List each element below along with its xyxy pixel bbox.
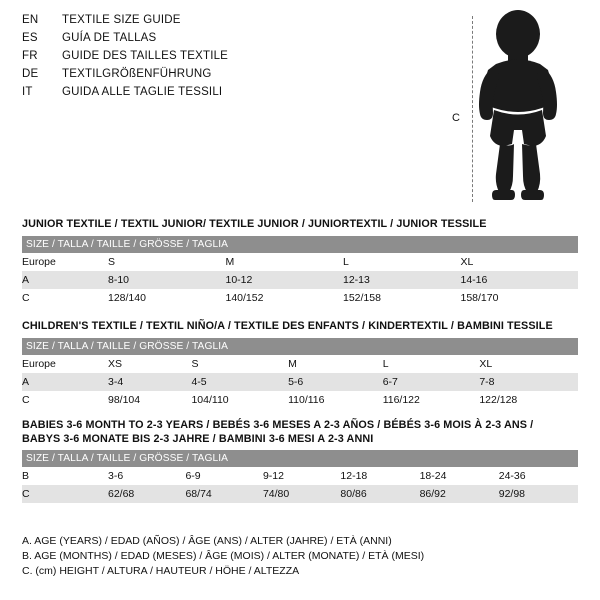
language-title: GUIDA ALLE TAGLIE TESSILI [62,86,223,98]
cell: XL [461,253,579,271]
cell: 62/68 [108,485,185,503]
row-label: C [22,391,108,409]
cell: M [226,253,344,271]
legend-line: B. AGE (MONTHS) / EDAD (MESES) / ÂGE (MOIS) / ALTER (MONATE) / ETÀ (MESI) [22,550,425,562]
table-row [22,253,578,271]
cell: 10-12 [226,271,344,289]
language-code: EN [22,14,39,26]
language-code: IT [22,86,33,98]
cell: 158/170 [461,289,579,307]
cell: 68/74 [185,485,262,503]
row-label: C [22,485,108,503]
table-row [22,485,578,503]
cell: XL [479,355,578,373]
cell: 7-8 [479,373,578,391]
section-title-line: BABYS 3-6 MONATE BIS 2-3 JAHRE / BAMBINI 3-6 MESI A 2-3 ANNI [22,433,374,445]
cell: S [108,253,226,271]
legend [22,534,424,579]
measure-label-c: C [452,112,460,124]
row-label: C [22,289,108,307]
children-size-table [22,338,578,409]
section-title-line: BABIES 3-6 MONTH TO 2-3 YEARS / BEBÉS 3-6 MESES A 2-3 AÑOS / BÉBÉS 3-6 MOIS À 2-3 ANS / [22,419,534,431]
table-head-row [22,450,578,467]
section-title-children: CHILDREN'S TEXTILE / TEXTIL NIÑO/A / TEXTILE DES ENFANTS / KINDERTEXTIL / BAMBINI TESSILE [22,320,553,332]
cell: 14-16 [461,271,579,289]
table-row [22,289,578,307]
language-code: DE [22,68,39,80]
cell: 98/104 [108,391,191,409]
language-code: FR [22,50,38,62]
language-title: GUIDE DES TAILLES TEXTILE [62,50,229,62]
row-label: B [22,467,108,485]
row-label: A [22,271,108,289]
table-head-label: SIZE / TALLA / TAILLE / GRÖSSE / TAGLIA [22,338,578,355]
table-head-label: SIZE / TALLA / TAILLE / GRÖSSE / TAGLIA [22,236,578,253]
language-row [22,86,442,104]
height-measure-line [472,16,473,202]
cell: 110/116 [288,391,383,409]
junior-size-table [22,236,578,307]
cell: 86/92 [420,485,499,503]
cell: 12-18 [340,467,419,485]
table-head-row [22,236,578,253]
toddler-silhouette-icon [448,8,588,208]
language-row [22,68,442,86]
cell: 116/122 [383,391,480,409]
babies-size-table [22,450,578,503]
table-head-row [22,338,578,355]
cell: M [288,355,383,373]
cell: 80/86 [340,485,419,503]
cell: 8-10 [108,271,226,289]
cell: 3-4 [108,373,191,391]
table-row [22,373,578,391]
language-row [22,14,442,32]
cell: S [191,355,288,373]
cell: 122/128 [479,391,578,409]
legend-line: A. AGE (YEARS) / EDAD (AÑOS) / ÂGE (ANS) / ALTER (JAHRE) / ETÀ (ANNI) [22,535,392,547]
language-header [22,14,442,104]
cell: L [383,355,480,373]
section-title-babies [22,418,533,446]
cell: 12-13 [343,271,461,289]
table-row [22,467,578,485]
legend-line: C. (cm) HEIGHT / ALTURA / HAUTEUR / HÖHE / ALTEZZA [22,565,300,577]
language-title: TEXTILGRÖßENFÜHRUNG [62,68,212,80]
row-label: Europe [22,355,108,373]
section-title-junior: JUNIOR TEXTILE / TEXTIL JUNIOR/ TEXTILE JUNIOR / JUNIORTEXTIL / JUNIOR TESSILE [22,218,487,230]
cell: 92/98 [499,485,578,503]
language-title: GUÍA DE TALLAS [62,32,157,44]
cell: 104/110 [191,391,288,409]
row-label: Europe [22,253,108,271]
cell: 152/158 [343,289,461,307]
row-label: A [22,373,108,391]
table-head-label: SIZE / TALLA / TAILLE / GRÖSSE / TAGLIA [22,450,578,467]
cell: 128/140 [108,289,226,307]
cell: 3-6 [108,467,185,485]
measurement-figure [448,8,588,208]
table-row [22,271,578,289]
cell: 6-7 [383,373,480,391]
cell: 18-24 [420,467,499,485]
cell: 5-6 [288,373,383,391]
cell: 9-12 [263,467,340,485]
language-row [22,32,442,50]
cell: XS [108,355,191,373]
cell: 74/80 [263,485,340,503]
table-row [22,355,578,373]
table-row [22,391,578,409]
cell: 6-9 [185,467,262,485]
cell: 24-36 [499,467,578,485]
cell: L [343,253,461,271]
cell: 4-5 [191,373,288,391]
language-code: ES [22,32,38,44]
language-title: TEXTILE SIZE GUIDE [62,14,181,26]
language-row [22,50,442,68]
cell: 140/152 [226,289,344,307]
